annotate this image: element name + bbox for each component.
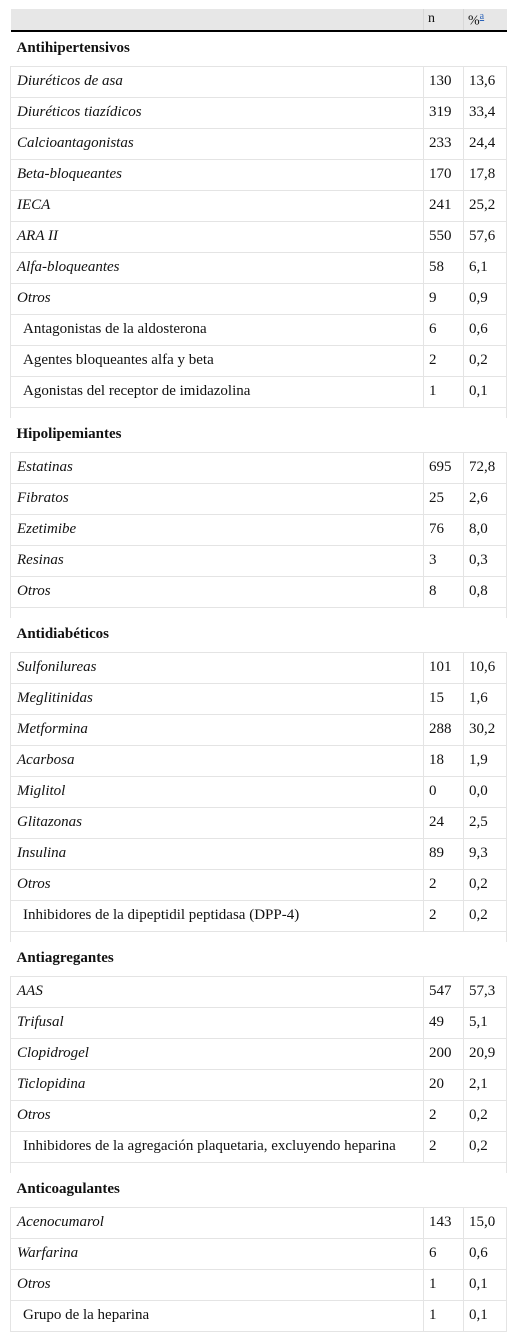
spacer-cell xyxy=(11,931,507,942)
percent-cell: 17,8 xyxy=(464,159,507,190)
table-row xyxy=(11,1100,507,1131)
count-cell: 2 xyxy=(424,869,464,900)
percent-cell: 0,2 xyxy=(464,869,507,900)
table-row xyxy=(11,683,507,714)
table-row xyxy=(11,1207,507,1238)
table-row xyxy=(11,576,507,607)
table-row xyxy=(11,452,507,483)
drug-label: Clopidrogel xyxy=(11,1038,424,1069)
count-cell: 49 xyxy=(424,1007,464,1038)
table-row xyxy=(11,1069,507,1100)
table-row xyxy=(11,1300,507,1331)
count-cell: 18 xyxy=(424,745,464,776)
percent-cell: 0,6 xyxy=(464,314,507,345)
section-title: Anticoagulantes xyxy=(11,1173,507,1208)
percent-cell: 0,8 xyxy=(464,576,507,607)
count-cell: 101 xyxy=(424,652,464,683)
percent-cell: 33,4 xyxy=(464,97,507,128)
drug-label: Insulina xyxy=(11,838,424,869)
drug-label: Meglitinidas xyxy=(11,683,424,714)
percent-cell: 0,3 xyxy=(464,545,507,576)
drug-label: Beta-bloqueantes xyxy=(11,159,424,190)
drug-label: Agonistas del receptor de imidazolina xyxy=(11,376,424,407)
table-row xyxy=(11,376,507,407)
percent-cell: 9,3 xyxy=(464,838,507,869)
drug-label: Grupo de la heparina xyxy=(11,1300,424,1331)
count-cell: 1 xyxy=(424,376,464,407)
spacer-cell xyxy=(11,1162,507,1173)
footnote-link[interactable]: a xyxy=(479,11,485,22)
count-cell: 2 xyxy=(424,1100,464,1131)
table-row xyxy=(11,976,507,1007)
drug-label: Acarbosa xyxy=(11,745,424,776)
count-cell: 3 xyxy=(424,545,464,576)
section-header-row xyxy=(11,1173,507,1208)
drug-label: AAS xyxy=(11,976,424,1007)
count-cell: 2 xyxy=(424,345,464,376)
header-label-cell xyxy=(11,9,424,31)
spacer-cell xyxy=(11,407,507,418)
drug-label: Inhibidores de la agregación plaquetaria, excluyendo heparina xyxy=(11,1131,424,1162)
count-cell: 6 xyxy=(424,314,464,345)
percent-cell: 2,1 xyxy=(464,1069,507,1100)
percent-cell: 6,1 xyxy=(464,252,507,283)
percent-cell: 57,3 xyxy=(464,976,507,1007)
table-row xyxy=(11,652,507,683)
table-row xyxy=(11,1038,507,1069)
table-row xyxy=(11,221,507,252)
count-cell: 89 xyxy=(424,838,464,869)
drug-label: Inhibidores de la dipeptidil peptidasa (DPP-4) xyxy=(11,900,424,931)
percent-cell: 72,8 xyxy=(464,452,507,483)
table-row xyxy=(11,283,507,314)
table-row xyxy=(11,1238,507,1269)
table-row xyxy=(11,545,507,576)
section-spacer xyxy=(11,1162,507,1173)
percent-cell: 0,1 xyxy=(464,376,507,407)
drug-label: Calcioantagonistas xyxy=(11,128,424,159)
percent-cell: 0,2 xyxy=(464,1131,507,1162)
drug-label: Acenocumarol xyxy=(11,1207,424,1238)
percent-cell: 10,6 xyxy=(464,652,507,683)
header-percent-label: % xyxy=(468,13,480,29)
section-header-row xyxy=(11,31,507,67)
count-cell: 143 xyxy=(424,1207,464,1238)
table-row xyxy=(11,838,507,869)
percent-cell: 0,9 xyxy=(464,283,507,314)
percent-cell: 30,2 xyxy=(464,714,507,745)
percent-cell: 15,0 xyxy=(464,1207,507,1238)
table-header xyxy=(11,9,507,31)
count-cell: 0 xyxy=(424,776,464,807)
percent-cell: 1,9 xyxy=(464,745,507,776)
percent-cell: 13,6 xyxy=(464,66,507,97)
section-title: Antidiabéticos xyxy=(11,618,507,653)
count-cell: 1 xyxy=(424,1269,464,1300)
table-row xyxy=(11,1131,507,1162)
table-row xyxy=(11,776,507,807)
drug-label: Miglitol xyxy=(11,776,424,807)
drug-label: Fibratos xyxy=(11,483,424,514)
section-header-row xyxy=(11,942,507,977)
count-cell: 550 xyxy=(424,221,464,252)
drug-label: IECA xyxy=(11,190,424,221)
drug-label: Estatinas xyxy=(11,452,424,483)
section-title: Antiagregantes xyxy=(11,942,507,977)
count-cell: 58 xyxy=(424,252,464,283)
table-row xyxy=(11,1269,507,1300)
table-row xyxy=(11,345,507,376)
percent-cell: 0,0 xyxy=(464,776,507,807)
drug-label: Otros xyxy=(11,869,424,900)
percent-cell: 2,5 xyxy=(464,807,507,838)
table-row xyxy=(11,66,507,97)
drug-label: Diuréticos tiazídicos xyxy=(11,97,424,128)
count-cell: 547 xyxy=(424,976,464,1007)
drug-label: Glitazonas xyxy=(11,807,424,838)
count-cell: 130 xyxy=(424,66,464,97)
count-cell: 170 xyxy=(424,159,464,190)
count-cell: 241 xyxy=(424,190,464,221)
percent-cell: 0,1 xyxy=(464,1269,507,1300)
count-cell: 233 xyxy=(424,128,464,159)
medication-table xyxy=(10,9,507,1332)
percent-cell: 0,6 xyxy=(464,1238,507,1269)
drug-label: ARA II xyxy=(11,221,424,252)
drug-label: Ezetimibe xyxy=(11,514,424,545)
count-cell: 319 xyxy=(424,97,464,128)
section-spacer xyxy=(11,607,507,618)
percent-cell: 57,6 xyxy=(464,221,507,252)
drug-label: Otros xyxy=(11,283,424,314)
table-row xyxy=(11,714,507,745)
section-header-row xyxy=(11,418,507,453)
drug-label: Resinas xyxy=(11,545,424,576)
drug-label: Agentes bloqueantes alfa y beta xyxy=(11,345,424,376)
table-row xyxy=(11,252,507,283)
drug-label: Warfarina xyxy=(11,1238,424,1269)
section-title: Hipolipemiantes xyxy=(11,418,507,453)
section-spacer xyxy=(11,931,507,942)
drug-label: Trifusal xyxy=(11,1007,424,1038)
count-cell: 15 xyxy=(424,683,464,714)
drug-label: Otros xyxy=(11,576,424,607)
section-title: Antihipertensivos xyxy=(11,31,507,67)
header-percent xyxy=(464,9,507,31)
spacer-cell xyxy=(11,607,507,618)
table-row xyxy=(11,159,507,190)
percent-cell: 0,2 xyxy=(464,345,507,376)
percent-cell: 0,2 xyxy=(464,900,507,931)
percent-cell: 8,0 xyxy=(464,514,507,545)
table-row xyxy=(11,483,507,514)
table-row xyxy=(11,1007,507,1038)
percent-cell: 5,1 xyxy=(464,1007,507,1038)
drug-label: Sulfonilureas xyxy=(11,652,424,683)
section-header-row xyxy=(11,618,507,653)
count-cell: 24 xyxy=(424,807,464,838)
count-cell: 6 xyxy=(424,1238,464,1269)
drug-label: Diuréticos de asa xyxy=(11,66,424,97)
percent-cell: 2,6 xyxy=(464,483,507,514)
percent-cell: 0,2 xyxy=(464,1100,507,1131)
count-cell: 2 xyxy=(424,900,464,931)
table-body xyxy=(11,31,507,1332)
table-row xyxy=(11,900,507,931)
count-cell: 2 xyxy=(424,1131,464,1162)
table-row xyxy=(11,97,507,128)
drug-label: Alfa-bloqueantes xyxy=(11,252,424,283)
table-row xyxy=(11,128,507,159)
count-cell: 288 xyxy=(424,714,464,745)
header-n: n xyxy=(424,9,464,31)
table-row xyxy=(11,514,507,545)
percent-cell: 25,2 xyxy=(464,190,507,221)
count-cell: 9 xyxy=(424,283,464,314)
table-row xyxy=(11,869,507,900)
count-cell: 25 xyxy=(424,483,464,514)
drug-label: Ticlopidina xyxy=(11,1069,424,1100)
count-cell: 695 xyxy=(424,452,464,483)
percent-cell: 0,1 xyxy=(464,1300,507,1331)
percent-cell: 20,9 xyxy=(464,1038,507,1069)
drug-label: Otros xyxy=(11,1100,424,1131)
drug-label: Otros xyxy=(11,1269,424,1300)
table-row xyxy=(11,807,507,838)
table-row xyxy=(11,190,507,221)
table-row xyxy=(11,745,507,776)
percent-cell: 24,4 xyxy=(464,128,507,159)
count-cell: 76 xyxy=(424,514,464,545)
count-cell: 8 xyxy=(424,576,464,607)
count-cell: 20 xyxy=(424,1069,464,1100)
drug-label: Antagonistas de la aldosterona xyxy=(11,314,424,345)
table-row xyxy=(11,314,507,345)
section-spacer xyxy=(11,407,507,418)
percent-cell: 1,6 xyxy=(464,683,507,714)
count-cell: 1 xyxy=(424,1300,464,1331)
drug-label: Metformina xyxy=(11,714,424,745)
count-cell: 200 xyxy=(424,1038,464,1069)
